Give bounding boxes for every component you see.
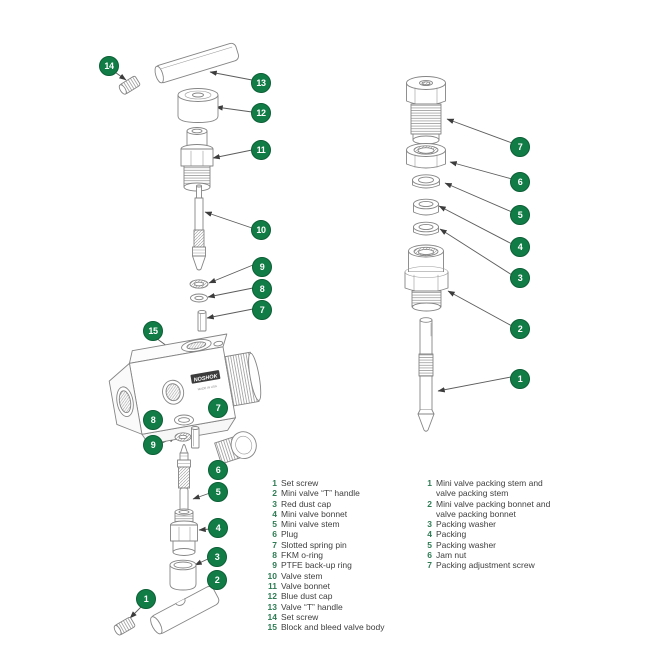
legend-item-label: FKM o-ring — [281, 550, 324, 561]
callout-left-2: 2 — [207, 570, 227, 590]
parts-legend-packing — [421, 478, 554, 571]
legend-item-label: Packing adjustment screw — [436, 560, 535, 571]
legend-item-label: Jam nut — [436, 550, 467, 561]
legend-item-number: 15 — [267, 622, 277, 633]
legend-item-label: Blue dust cap — [281, 591, 333, 602]
legend-item-number: 1 — [272, 478, 277, 488]
parts-legend-main-valve — [264, 478, 385, 632]
legend-item — [264, 529, 385, 539]
legend-item-label: Packing — [436, 529, 467, 540]
legend-item — [421, 560, 554, 570]
callout-left-13: 13 — [251, 73, 271, 93]
legend-item-label: Packing washer — [436, 519, 497, 530]
legend-item-number: 6 — [427, 550, 432, 561]
part-ptfe-backup-ring-lower — [175, 433, 191, 441]
callout-left-7-lower: 7 — [208, 398, 228, 418]
legend-item-label: Valve “T” handle — [281, 601, 343, 612]
callout-left-3: 3 — [207, 547, 227, 567]
part-set-screw-bottom — [113, 617, 136, 637]
legend-item-number: 6 — [272, 529, 277, 540]
part-valve-body — [105, 330, 268, 449]
legend-item-label: Set screw — [281, 611, 319, 622]
legend-item — [264, 499, 385, 509]
legend-item — [264, 591, 385, 601]
legend-item — [421, 550, 554, 560]
part-packing — [414, 199, 439, 215]
part-packing-stem — [418, 318, 434, 432]
callout-left-12: 12 — [251, 103, 271, 123]
legend-item-label: Block and bleed valve body — [281, 622, 385, 633]
legend-item-number: 2 — [427, 498, 432, 509]
legend-item-number: 4 — [272, 508, 277, 519]
legend-item-number: 7 — [427, 560, 432, 571]
legend-item-label: Mini valve packing bonnet and valve packing bonnet — [436, 498, 551, 519]
legend-item-label: Plug — [281, 529, 299, 540]
legend-item-number: 4 — [427, 529, 432, 540]
callout-left-14: 14 — [99, 56, 119, 76]
callout-right-7: 7 — [510, 137, 530, 157]
legend-item-number: 11 — [268, 580, 277, 591]
callout-right-4: 4 — [510, 237, 530, 257]
callout-left-1: 1 — [136, 589, 156, 609]
legend-item-number: 13 — [267, 601, 277, 612]
legend-item — [264, 622, 385, 632]
part-set-screw-top — [118, 76, 141, 96]
part-fkm-o-ring-upper — [191, 294, 208, 302]
callout-left-8-lower: 8 — [143, 410, 163, 430]
part-valve-stem — [193, 185, 206, 270]
legend-item-label: Mini valve stem — [281, 519, 340, 530]
legend-item-label: Valve bonnet — [281, 580, 330, 591]
part-packing-washer-bottom — [414, 222, 439, 235]
legend-item-number: 5 — [427, 539, 432, 550]
part-jam-nut — [407, 144, 446, 169]
part-mini-valve-stem — [178, 445, 191, 514]
legend-item-number: 12 — [267, 591, 277, 602]
legend-item-number: 1 — [427, 478, 432, 488]
callout-left-4: 4 — [208, 518, 228, 538]
legend-item — [264, 612, 385, 622]
part-fkm-o-ring-lower — [175, 415, 194, 425]
callout-left-15: 15 — [143, 321, 163, 341]
legend-item-number: 10 — [267, 570, 277, 581]
legend-item — [421, 499, 554, 520]
body-note-text: MADE IN USA — [197, 384, 218, 392]
part-mini-t-handle — [148, 585, 221, 636]
legend-item — [264, 488, 385, 498]
legend-item-number: 3 — [272, 498, 277, 509]
legend-item — [264, 550, 385, 560]
body-logo-text: NOSHOK — [193, 373, 219, 384]
part-packing-bonnet — [405, 245, 448, 311]
legend-item-label: Slotted spring pin — [281, 539, 347, 550]
legend-item — [421, 478, 554, 499]
legend-item — [264, 540, 385, 550]
legend-item-number: 3 — [427, 519, 432, 530]
legend-item-label: Packing washer — [436, 539, 497, 550]
legend-item-label: Set screw — [281, 478, 319, 488]
callout-right-5: 5 — [510, 205, 530, 225]
callout-left-10: 10 — [251, 220, 271, 240]
legend-item-number: 9 — [272, 560, 277, 571]
legend-item — [264, 509, 385, 519]
legend-item — [264, 602, 385, 612]
part-spring-pin-upper — [198, 310, 206, 331]
callout-right-2: 2 — [510, 319, 530, 339]
callout-right-1: 1 — [510, 369, 530, 389]
legend-item-number: 5 — [272, 519, 277, 530]
callout-right-6: 6 — [510, 172, 530, 192]
legend-item — [264, 478, 385, 488]
part-ptfe-backup-ring-upper — [190, 280, 208, 288]
legend-item — [264, 581, 385, 591]
legend-item-label: Valve stem — [281, 570, 323, 581]
legend-item — [421, 529, 554, 539]
legend-item-number: 2 — [272, 488, 277, 499]
part-valve-bonnet — [181, 128, 213, 192]
legend-item-number: 14 — [267, 611, 277, 622]
legend-item-label: Mini valve packing stem and valve packing stem — [436, 478, 543, 499]
legend-item-label: Red dust cap — [281, 498, 332, 509]
legend-item — [264, 571, 385, 581]
part-red-dust-cap — [170, 560, 196, 590]
legend-item-label: Mini valve “T” handle — [281, 488, 360, 499]
legend-item — [421, 519, 554, 529]
part-packing-washer-top — [413, 175, 440, 188]
legend-item — [264, 519, 385, 529]
legend-item — [421, 540, 554, 550]
callout-left-6: 6 — [208, 460, 228, 480]
part-packing-adjustment-screw — [407, 77, 446, 145]
part-spring-pin-lower — [192, 427, 200, 449]
callout-left-9-lower: 9 — [143, 435, 163, 455]
callout-left-5: 5 — [208, 482, 228, 502]
legend-item-label: Mini valve bonnet — [281, 508, 348, 519]
callout-right-3: 3 — [510, 268, 530, 288]
callout-left-8-upper: 8 — [252, 279, 272, 299]
callout-left-7-upper: 7 — [252, 300, 272, 320]
callout-left-11: 11 — [251, 140, 271, 160]
legend-item-number: 8 — [272, 550, 277, 561]
legend-item — [264, 560, 385, 570]
part-blue-dust-cap — [178, 89, 218, 123]
legend-item-label: PTFE back-up ring — [281, 560, 352, 571]
part-valve-t-handle — [153, 42, 240, 84]
callout-left-9-upper: 9 — [252, 257, 272, 277]
legend-item-number: 7 — [272, 539, 277, 550]
part-mini-valve-bonnet — [171, 509, 198, 556]
